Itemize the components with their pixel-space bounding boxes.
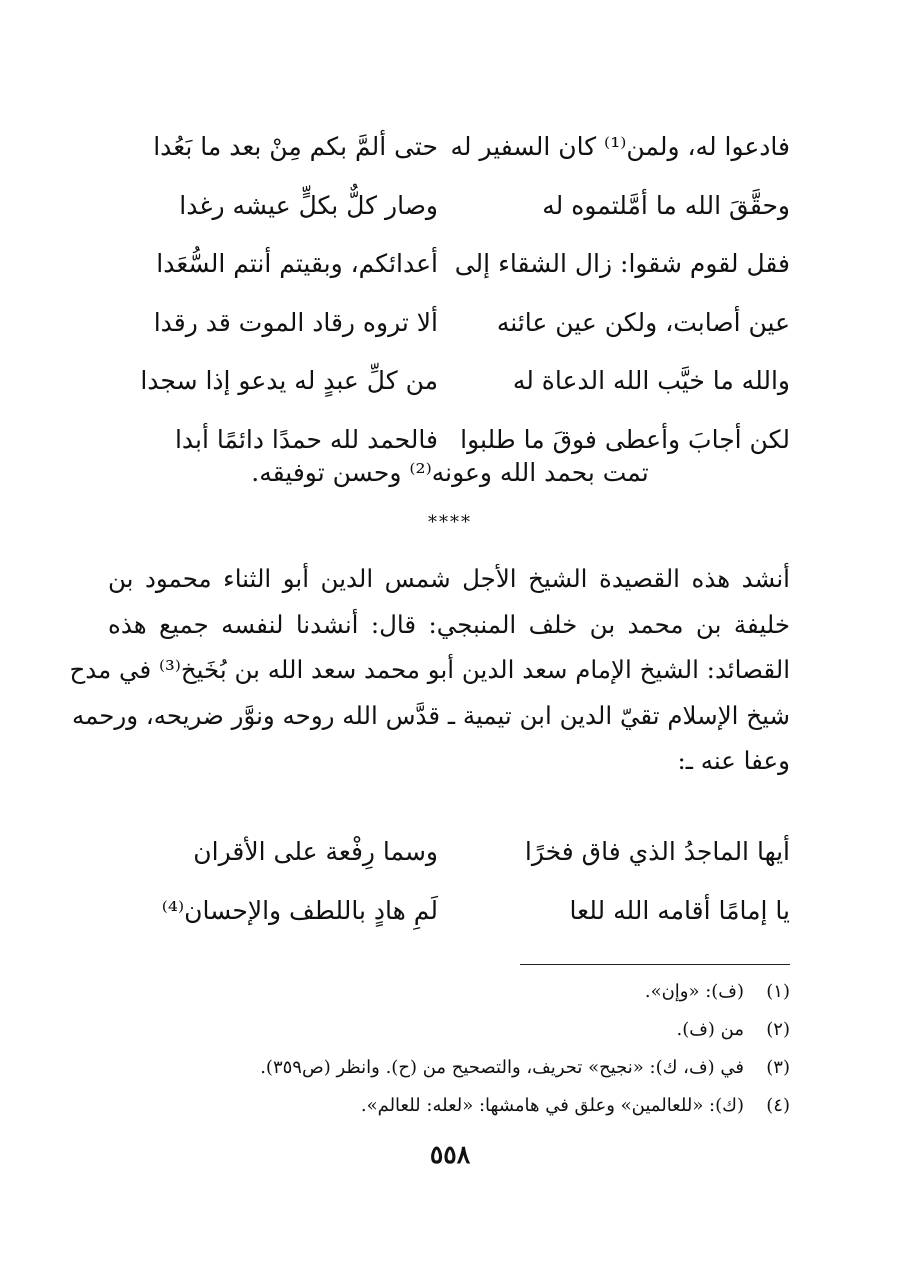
verse [108, 882, 790, 941]
paragraph-line: أنشد هذه القصيدة الشيخ الأجل شمس الدين أبو الثناء محمود بن [108, 564, 790, 593]
hemistich-second: وصار كلٌّ بكلٍّ عيشه رغدا [179, 190, 438, 220]
poem-top [108, 118, 790, 469]
footnote [150, 1010, 790, 1048]
footnotes [150, 972, 790, 1124]
footnote [150, 1086, 790, 1124]
paragraph-line: شيخ الإسلام تقيّ الدين ابن تيمية ـ قدَّس الله روحه ونوَّر ضريحه، ورحمه [71, 700, 790, 730]
footnote-number: (٣) [766, 1056, 790, 1078]
footnote-text: (ك): «للعالمين» وعلق في هامشها: «لعله: للعالم». [360, 1094, 744, 1116]
verse [108, 823, 790, 882]
footnote-text: من (ف). [676, 1018, 744, 1040]
verse [108, 235, 790, 294]
hemistich-first: فادعوا له، ولمن⁽¹⁾ كان السفير له [450, 132, 790, 162]
paragraph-line: خليفة بن محمد بن خلف المنبجي: قال: أنشدنا لنفسه جميع هذه [108, 609, 790, 639]
verse [108, 177, 790, 236]
paragraph-line: القصائد: الشيخ الإمام سعد الدين أبو محمد سعد الله بن بُخَيخ⁽³⁾ في مدح [69, 655, 790, 684]
intro-paragraph [69, 556, 790, 784]
poem-bottom [108, 823, 790, 940]
hemistich-first: وحقَّقَ الله ما أمَّلتموه له [542, 190, 790, 220]
hemistich-first: عين أصابت، ولكن عين عائنه [496, 307, 790, 337]
footnote [150, 1048, 790, 1086]
hemistich-second: ألا تروه رقاد الموت قد رقدا [153, 307, 438, 337]
footnote-text: في (ف، ك): «نجيح» تحريف، والتصحيح من (ح). وانظر (ص٣٥٩). [260, 1056, 744, 1078]
page-number: ٥٥٨ [429, 1140, 471, 1169]
footnote-text: (ف): «وإن». [644, 980, 744, 1002]
footnote-number: (٤) [766, 1094, 790, 1116]
verse [108, 294, 790, 353]
hemistich-second: فالحمد لله حمدًا دائمًا أبدا [174, 424, 438, 454]
hemistich-second: وسما رِفْعة على الأقران [193, 837, 438, 867]
hemistich-first: فقل لقوم شقوا: زال الشقاء إلى [454, 249, 790, 279]
footnote-divider [520, 964, 790, 965]
hemistich-second: من كلِّ عبدٍ له يدعو إذا سجدا [140, 366, 438, 396]
hemistich-second: حتى ألمَّ بكم مِنْ بعد ما بَعُدا [153, 132, 438, 162]
paragraph-line: وعفا عنه ـ: [677, 746, 790, 775]
hemistich-first: أيها الماجدُ الذي فاق فخرًا [524, 837, 790, 867]
closing-line: تمت بحمد الله وعونه⁽²⁾ وحسن توفيقه. [251, 458, 649, 487]
footnote [150, 972, 790, 1010]
hemistich-first: والله ما خيَّب الله الدعاة له [512, 366, 790, 396]
hemistich-second: لَمِ هادٍ باللطف والإحسان⁽⁴⁾ [161, 895, 438, 925]
verse [108, 118, 790, 177]
hemistich-second: أعدائكم، وبقيتم أنتم السُّعَدا [156, 249, 438, 279]
footnote-number: (٢) [766, 1018, 790, 1040]
section-separator: **** [428, 512, 472, 533]
verse [108, 352, 790, 411]
footnote-number: (١) [766, 980, 790, 1002]
hemistich-first: يا إمامًا أقامه الله للعا [569, 895, 790, 925]
hemistich-first: لكن أجابَ وأعطى فوقَ ما طلبوا [460, 424, 790, 454]
